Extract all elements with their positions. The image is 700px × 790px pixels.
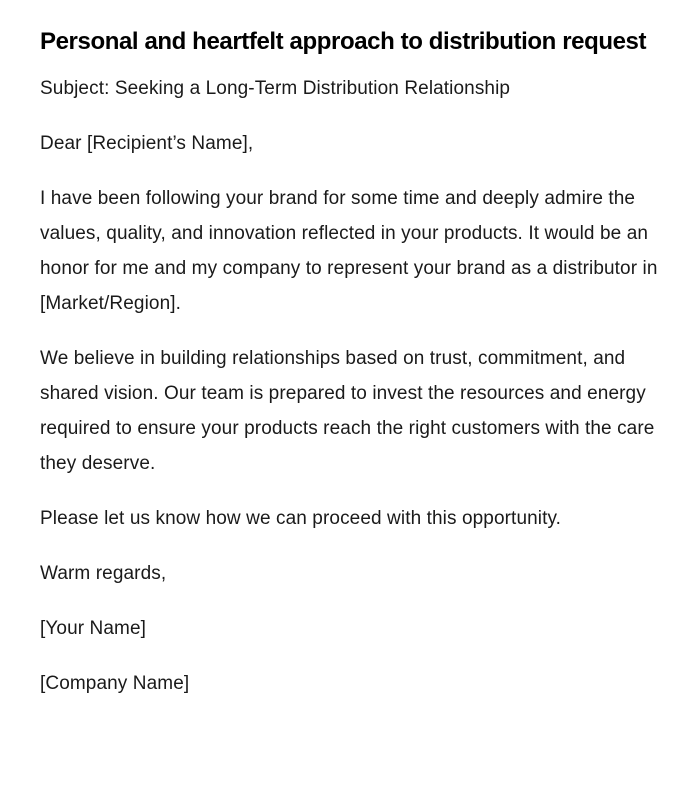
body-paragraph-3: Please let us know how we can proceed with this opportunity. xyxy=(40,508,562,529)
closing-line: Warm regards, xyxy=(40,563,167,584)
body-paragraph-1: I have been following your brand for some time and deeply admire the values, quality, and innovation reflected in your products. It would be an honor for me and my company to represent your brand as a distributor in [Market/Region]. xyxy=(40,188,658,314)
greeting-line: Dear [Recipient’s Name], xyxy=(40,133,254,154)
body-paragraph-2: We believe in building relationships based on trust, commitment, and shared vision. Our team is prepared to invest the resources and energy required to ensure your products reach the right customers with the care they deserve. xyxy=(40,348,655,474)
subject-line: Subject: Seeking a Long-Term Distribution Relationship xyxy=(40,78,511,99)
company-name: [Company Name] xyxy=(40,673,190,694)
sender-name: [Your Name] xyxy=(40,618,147,639)
document-title: Personal and heartfelt approach to distribution request xyxy=(40,28,647,55)
